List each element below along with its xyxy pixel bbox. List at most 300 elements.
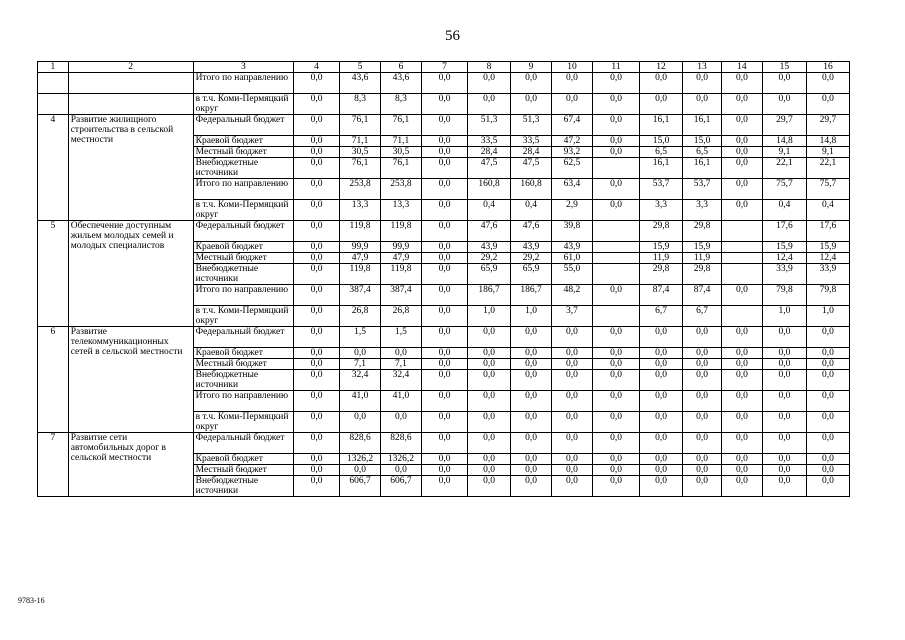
value-cell: 75,7 bbox=[762, 179, 806, 200]
value-cell: 0,0 bbox=[592, 285, 639, 306]
value-cell: 0,0 bbox=[421, 433, 467, 454]
value-cell: 0,0 bbox=[762, 370, 806, 391]
value-cell: 0,4 bbox=[511, 200, 552, 221]
value-cell: 93,2 bbox=[552, 147, 593, 158]
column-number-cell: 2 bbox=[68, 62, 193, 73]
value-cell: 9,1 bbox=[762, 147, 806, 158]
value-cell: 0,0 bbox=[640, 94, 683, 115]
value-cell: 47,9 bbox=[381, 253, 422, 264]
value-cell: 0,0 bbox=[421, 242, 467, 253]
value-cell: 0,0 bbox=[721, 147, 762, 158]
value-cell: 0,0 bbox=[640, 73, 683, 94]
value-cell: 15,9 bbox=[640, 242, 683, 253]
value-cell: 99,9 bbox=[340, 242, 381, 253]
value-cell: 0,0 bbox=[721, 476, 762, 497]
value-cell: 0,0 bbox=[806, 465, 849, 476]
value-cell: 71,1 bbox=[381, 136, 422, 147]
value-cell: 6,7 bbox=[640, 306, 683, 327]
value-cell: 0,0 bbox=[806, 476, 849, 497]
value-cell bbox=[592, 306, 639, 327]
value-cell: 0,0 bbox=[468, 327, 511, 348]
value-cell: 0,0 bbox=[640, 465, 683, 476]
value-cell: 47,2 bbox=[552, 136, 593, 147]
value-cell: 47,9 bbox=[340, 253, 381, 264]
value-cell: 0,0 bbox=[640, 412, 683, 433]
value-cell: 12,4 bbox=[806, 253, 849, 264]
value-cell: 0,0 bbox=[293, 359, 339, 370]
value-cell: 0,0 bbox=[592, 94, 639, 115]
value-cell: 0,0 bbox=[340, 348, 381, 359]
value-cell: 0,0 bbox=[511, 73, 552, 94]
value-cell: 0,0 bbox=[468, 433, 511, 454]
value-cell: 33,5 bbox=[511, 136, 552, 147]
value-cell: 47,6 bbox=[511, 221, 552, 242]
value-cell: 67,4 bbox=[552, 115, 593, 136]
value-cell: 17,6 bbox=[806, 221, 849, 242]
value-cell: 11,9 bbox=[683, 253, 722, 264]
value-cell: 0,0 bbox=[468, 94, 511, 115]
value-cell: 0,0 bbox=[421, 327, 467, 348]
value-cell: 0,0 bbox=[293, 179, 339, 200]
value-cell: 22,1 bbox=[806, 158, 849, 179]
value-cell: 0,0 bbox=[806, 433, 849, 454]
value-cell: 61,0 bbox=[552, 253, 593, 264]
value-cell: 0,4 bbox=[468, 200, 511, 221]
value-cell: 0,0 bbox=[293, 391, 339, 412]
value-cell bbox=[592, 158, 639, 179]
value-cell: 29,7 bbox=[762, 115, 806, 136]
value-cell: 387,4 bbox=[381, 285, 422, 306]
value-cell: 0,0 bbox=[640, 454, 683, 465]
value-cell: 8,3 bbox=[381, 94, 422, 115]
value-cell: 0,0 bbox=[421, 115, 467, 136]
value-cell: 1,5 bbox=[340, 327, 381, 348]
value-cell: 606,7 bbox=[340, 476, 381, 497]
value-cell: 15,9 bbox=[762, 242, 806, 253]
funding-source-cell: Итого по направлению bbox=[193, 73, 293, 94]
value-cell: 22,1 bbox=[762, 158, 806, 179]
funding-source-cell: Краевой бюджет bbox=[193, 242, 293, 253]
value-cell: 0,0 bbox=[721, 285, 762, 306]
value-cell: 26,8 bbox=[340, 306, 381, 327]
value-cell bbox=[721, 253, 762, 264]
program-name-cell: Обеспечение доступным жильем молодых семей и молодых специалистов bbox=[68, 221, 193, 327]
column-number-cell: 10 bbox=[552, 62, 593, 73]
value-cell: 79,8 bbox=[806, 285, 849, 306]
value-cell: 0,0 bbox=[683, 391, 722, 412]
value-cell: 6,5 bbox=[683, 147, 722, 158]
value-cell: 1,0 bbox=[468, 306, 511, 327]
value-cell: 87,4 bbox=[683, 285, 722, 306]
value-cell: 3,3 bbox=[683, 200, 722, 221]
value-cell: 0,0 bbox=[762, 433, 806, 454]
value-cell: 47,5 bbox=[511, 158, 552, 179]
table-row bbox=[38, 433, 850, 454]
value-cell: 0,0 bbox=[421, 136, 467, 147]
value-cell: 0,0 bbox=[340, 412, 381, 433]
value-cell: 0,0 bbox=[511, 433, 552, 454]
value-cell: 0,0 bbox=[762, 94, 806, 115]
value-cell: 0,0 bbox=[592, 359, 639, 370]
value-cell: 17,6 bbox=[762, 221, 806, 242]
value-cell: 29,2 bbox=[468, 253, 511, 264]
value-cell: 0,0 bbox=[721, 73, 762, 94]
value-cell: 28,4 bbox=[468, 147, 511, 158]
column-number-cell: 7 bbox=[421, 62, 467, 73]
value-cell: 0,0 bbox=[421, 306, 467, 327]
value-cell: 41,0 bbox=[340, 391, 381, 412]
value-cell: 0,0 bbox=[592, 327, 639, 348]
program-name-cell: Развитие жилищного строительства в сельской местности bbox=[68, 115, 193, 221]
value-cell: 0,0 bbox=[293, 136, 339, 147]
value-cell: 0,0 bbox=[421, 94, 467, 115]
value-cell: 0,0 bbox=[721, 327, 762, 348]
value-cell: 253,8 bbox=[340, 179, 381, 200]
funding-source-cell: в т.ч. Коми-Пермяцкий округ bbox=[193, 200, 293, 221]
funding-source-cell: в т.ч. Коми-Пермяцкий округ bbox=[193, 306, 293, 327]
value-cell: 119,8 bbox=[381, 221, 422, 242]
column-number-cell: 3 bbox=[193, 62, 293, 73]
value-cell: 0,0 bbox=[340, 465, 381, 476]
value-cell: 0,0 bbox=[421, 465, 467, 476]
value-cell: 0,0 bbox=[806, 348, 849, 359]
value-cell: 65,9 bbox=[468, 264, 511, 285]
value-cell: 0,0 bbox=[421, 391, 467, 412]
value-cell: 0,0 bbox=[468, 348, 511, 359]
value-cell: 0,0 bbox=[640, 370, 683, 391]
funding-source-cell: Внебюджетные источники bbox=[193, 476, 293, 497]
value-cell: 32,4 bbox=[340, 370, 381, 391]
program-number-cell: 6 bbox=[38, 327, 69, 433]
value-cell: 0,0 bbox=[592, 147, 639, 158]
column-number-cell: 9 bbox=[511, 62, 552, 73]
value-cell: 0,0 bbox=[721, 94, 762, 115]
funding-source-cell: Внебюджетные источники bbox=[193, 264, 293, 285]
value-cell: 33,9 bbox=[762, 264, 806, 285]
value-cell: 0,0 bbox=[721, 359, 762, 370]
column-number-cell: 16 bbox=[806, 62, 849, 73]
funding-source-cell: Краевой бюджет bbox=[193, 136, 293, 147]
value-cell: 1,0 bbox=[762, 306, 806, 327]
value-cell: 30,5 bbox=[340, 147, 381, 158]
value-cell: 0,0 bbox=[721, 465, 762, 476]
value-cell: 29,8 bbox=[683, 221, 722, 242]
funding-source-cell: Федеральный бюджет bbox=[193, 327, 293, 348]
value-cell: 0,0 bbox=[421, 285, 467, 306]
value-cell: 0,0 bbox=[421, 200, 467, 221]
header-row bbox=[38, 62, 850, 73]
value-cell: 606,7 bbox=[381, 476, 422, 497]
value-cell: 0,0 bbox=[721, 412, 762, 433]
value-cell: 1326,2 bbox=[381, 454, 422, 465]
value-cell: 9,1 bbox=[806, 147, 849, 158]
value-cell: 76,1 bbox=[381, 115, 422, 136]
value-cell: 0,0 bbox=[468, 412, 511, 433]
funding-source-cell: Итого по направлению bbox=[193, 285, 293, 306]
value-cell: 16,1 bbox=[640, 158, 683, 179]
funding-source-cell: Внебюджетные источники bbox=[193, 158, 293, 179]
value-cell: 828,6 bbox=[340, 433, 381, 454]
funding-source-cell: Краевой бюджет bbox=[193, 454, 293, 465]
value-cell: 43,9 bbox=[511, 242, 552, 253]
column-number-cell: 15 bbox=[762, 62, 806, 73]
value-cell: 0,0 bbox=[552, 73, 593, 94]
table-row bbox=[38, 94, 850, 115]
value-cell: 0,0 bbox=[640, 348, 683, 359]
value-cell: 0,0 bbox=[552, 433, 593, 454]
value-cell: 0,0 bbox=[762, 327, 806, 348]
value-cell: 0,0 bbox=[592, 115, 639, 136]
value-cell: 0,0 bbox=[381, 348, 422, 359]
value-cell: 0,0 bbox=[293, 115, 339, 136]
value-cell: 0,0 bbox=[592, 476, 639, 497]
value-cell: 0,0 bbox=[592, 391, 639, 412]
value-cell: 0,0 bbox=[592, 412, 639, 433]
value-cell: 43,9 bbox=[552, 242, 593, 253]
value-cell: 387,4 bbox=[340, 285, 381, 306]
table-row bbox=[38, 115, 850, 136]
value-cell bbox=[721, 306, 762, 327]
value-cell: 47,5 bbox=[468, 158, 511, 179]
value-cell: 0,0 bbox=[421, 147, 467, 158]
value-cell: 16,1 bbox=[683, 115, 722, 136]
funding-source-cell: Итого по направлению bbox=[193, 391, 293, 412]
value-cell: 47,6 bbox=[468, 221, 511, 242]
value-cell: 0,0 bbox=[683, 433, 722, 454]
value-cell: 0,0 bbox=[468, 476, 511, 497]
value-cell: 0,0 bbox=[468, 370, 511, 391]
value-cell: 0,0 bbox=[421, 454, 467, 465]
value-cell: 0,0 bbox=[293, 221, 339, 242]
funding-source-cell: Местный бюджет bbox=[193, 147, 293, 158]
funding-source-cell: Местный бюджет bbox=[193, 359, 293, 370]
value-cell: 0,0 bbox=[806, 454, 849, 465]
value-cell: 0,0 bbox=[293, 433, 339, 454]
table-row bbox=[38, 221, 850, 242]
value-cell: 33,9 bbox=[806, 264, 849, 285]
program-number-cell bbox=[38, 94, 69, 115]
value-cell: 0,0 bbox=[511, 476, 552, 497]
value-cell: 0,0 bbox=[293, 285, 339, 306]
funding-source-cell: в т.ч. Коми-Пермяцкий округ bbox=[193, 94, 293, 115]
column-number-cell: 13 bbox=[683, 62, 722, 73]
value-cell: 0,0 bbox=[468, 391, 511, 412]
value-cell: 0,0 bbox=[721, 136, 762, 147]
value-cell: 0,0 bbox=[511, 454, 552, 465]
page-number: 56 bbox=[445, 28, 460, 44]
value-cell: 160,8 bbox=[468, 179, 511, 200]
value-cell: 63,4 bbox=[552, 179, 593, 200]
column-number-cell: 1 bbox=[38, 62, 69, 73]
value-cell: 0,0 bbox=[293, 476, 339, 497]
value-cell: 55,0 bbox=[552, 264, 593, 285]
value-cell: 0,0 bbox=[552, 454, 593, 465]
value-cell: 0,0 bbox=[421, 179, 467, 200]
program-name-cell: Развитие телекоммуникационных сетей в сельской местности bbox=[68, 327, 193, 433]
value-cell: 828,6 bbox=[381, 433, 422, 454]
value-cell: 0,0 bbox=[683, 327, 722, 348]
value-cell: 0,0 bbox=[683, 348, 722, 359]
value-cell bbox=[592, 253, 639, 264]
value-cell: 48,2 bbox=[552, 285, 593, 306]
value-cell: 15,9 bbox=[806, 242, 849, 253]
value-cell: 0,0 bbox=[640, 476, 683, 497]
value-cell: 7,1 bbox=[381, 359, 422, 370]
value-cell: 7,1 bbox=[340, 359, 381, 370]
value-cell: 15,0 bbox=[640, 136, 683, 147]
value-cell: 0,0 bbox=[721, 158, 762, 179]
value-cell: 119,8 bbox=[340, 221, 381, 242]
funding-source-cell: Федеральный бюджет bbox=[193, 115, 293, 136]
value-cell: 0,0 bbox=[592, 454, 639, 465]
value-cell: 0,0 bbox=[762, 359, 806, 370]
column-number-cell: 6 bbox=[381, 62, 422, 73]
value-cell: 0,0 bbox=[721, 348, 762, 359]
value-cell: 0,0 bbox=[293, 370, 339, 391]
funding-source-cell: Федеральный бюджет bbox=[193, 221, 293, 242]
column-number-cell: 11 bbox=[592, 62, 639, 73]
value-cell: 14,8 bbox=[762, 136, 806, 147]
value-cell: 79,8 bbox=[762, 285, 806, 306]
value-cell: 0,0 bbox=[683, 465, 722, 476]
value-cell: 28,4 bbox=[511, 147, 552, 158]
value-cell: 0,0 bbox=[421, 370, 467, 391]
value-cell: 0,0 bbox=[592, 370, 639, 391]
value-cell: 29,7 bbox=[806, 115, 849, 136]
value-cell: 0,4 bbox=[762, 200, 806, 221]
value-cell: 0,0 bbox=[806, 359, 849, 370]
value-cell bbox=[721, 221, 762, 242]
value-cell: 0,0 bbox=[762, 476, 806, 497]
value-cell: 75,7 bbox=[806, 179, 849, 200]
value-cell: 0,0 bbox=[421, 253, 467, 264]
value-cell: 0,0 bbox=[806, 327, 849, 348]
value-cell: 0,0 bbox=[721, 179, 762, 200]
funding-source-cell: Местный бюджет bbox=[193, 253, 293, 264]
value-cell: 0,0 bbox=[552, 465, 593, 476]
value-cell: 0,0 bbox=[552, 348, 593, 359]
value-cell: 0,0 bbox=[640, 391, 683, 412]
value-cell: 0,0 bbox=[592, 73, 639, 94]
value-cell: 0,0 bbox=[592, 465, 639, 476]
value-cell: 29,8 bbox=[640, 221, 683, 242]
value-cell: 51,3 bbox=[468, 115, 511, 136]
value-cell: 0,0 bbox=[762, 348, 806, 359]
value-cell: 43,9 bbox=[468, 242, 511, 253]
value-cell: 29,8 bbox=[640, 264, 683, 285]
value-cell bbox=[592, 221, 639, 242]
value-cell: 43,6 bbox=[340, 73, 381, 94]
program-name-cell bbox=[68, 73, 193, 94]
value-cell: 2,9 bbox=[552, 200, 593, 221]
value-cell: 0,0 bbox=[293, 412, 339, 433]
value-cell: 0,0 bbox=[293, 327, 339, 348]
value-cell: 1,0 bbox=[806, 306, 849, 327]
value-cell: 0,0 bbox=[293, 465, 339, 476]
value-cell: 29,2 bbox=[511, 253, 552, 264]
value-cell: 87,4 bbox=[640, 285, 683, 306]
value-cell: 0,0 bbox=[511, 465, 552, 476]
value-cell: 0,0 bbox=[293, 253, 339, 264]
program-number-cell: 5 bbox=[38, 221, 69, 327]
value-cell: 32,4 bbox=[381, 370, 422, 391]
column-number-cell: 12 bbox=[640, 62, 683, 73]
value-cell: 39,8 bbox=[552, 221, 593, 242]
funding-source-cell: Итого по направлению bbox=[193, 179, 293, 200]
value-cell: 13,3 bbox=[340, 200, 381, 221]
value-cell: 0,0 bbox=[592, 200, 639, 221]
value-cell: 0,0 bbox=[468, 454, 511, 465]
value-cell: 160,8 bbox=[511, 179, 552, 200]
value-cell: 33,5 bbox=[468, 136, 511, 147]
value-cell: 62,5 bbox=[552, 158, 593, 179]
value-cell: 0,0 bbox=[762, 412, 806, 433]
value-cell: 12,4 bbox=[762, 253, 806, 264]
value-cell: 0,0 bbox=[762, 391, 806, 412]
value-cell bbox=[721, 264, 762, 285]
value-cell: 0,0 bbox=[552, 476, 593, 497]
value-cell: 0,0 bbox=[511, 359, 552, 370]
value-cell: 0,0 bbox=[762, 465, 806, 476]
value-cell: 186,7 bbox=[511, 285, 552, 306]
value-cell: 0,0 bbox=[421, 158, 467, 179]
value-cell: 0,0 bbox=[468, 359, 511, 370]
value-cell: 0,0 bbox=[683, 454, 722, 465]
program-number-cell bbox=[38, 73, 69, 94]
value-cell: 0,0 bbox=[806, 412, 849, 433]
value-cell: 0,0 bbox=[293, 94, 339, 115]
value-cell: 0,0 bbox=[421, 221, 467, 242]
value-cell: 0,0 bbox=[762, 454, 806, 465]
value-cell: 0,0 bbox=[683, 94, 722, 115]
value-cell: 0,0 bbox=[511, 412, 552, 433]
column-number-cell: 5 bbox=[340, 62, 381, 73]
value-cell: 15,0 bbox=[683, 136, 722, 147]
value-cell: 0,0 bbox=[293, 73, 339, 94]
value-cell: 0,0 bbox=[683, 412, 722, 433]
value-cell: 26,8 bbox=[381, 306, 422, 327]
value-cell: 0,0 bbox=[806, 94, 849, 115]
value-cell: 99,9 bbox=[381, 242, 422, 253]
value-cell: 0,0 bbox=[552, 94, 593, 115]
value-cell: 0,0 bbox=[721, 115, 762, 136]
value-cell: 0,0 bbox=[511, 348, 552, 359]
value-cell: 0,0 bbox=[293, 306, 339, 327]
value-cell: 0,0 bbox=[552, 327, 593, 348]
funding-source-cell: Краевой бюджет bbox=[193, 348, 293, 359]
value-cell: 0,0 bbox=[511, 327, 552, 348]
table-row bbox=[38, 327, 850, 348]
value-cell: 0,0 bbox=[592, 179, 639, 200]
value-cell: 0,0 bbox=[381, 465, 422, 476]
value-cell: 3,3 bbox=[640, 200, 683, 221]
value-cell: 119,8 bbox=[340, 264, 381, 285]
value-cell: 0,0 bbox=[592, 433, 639, 454]
value-cell bbox=[592, 242, 639, 253]
value-cell: 1326,2 bbox=[340, 454, 381, 465]
funding-source-cell: Внебюджетные источники bbox=[193, 370, 293, 391]
value-cell: 0,0 bbox=[640, 433, 683, 454]
value-cell: 0,0 bbox=[592, 348, 639, 359]
value-cell: 0,0 bbox=[421, 264, 467, 285]
value-cell: 53,7 bbox=[683, 179, 722, 200]
value-cell: 8,3 bbox=[340, 94, 381, 115]
value-cell: 0,0 bbox=[552, 412, 593, 433]
funding-source-cell: Федеральный бюджет bbox=[193, 433, 293, 454]
value-cell bbox=[721, 242, 762, 253]
value-cell: 76,1 bbox=[381, 158, 422, 179]
value-cell: 1,5 bbox=[381, 327, 422, 348]
